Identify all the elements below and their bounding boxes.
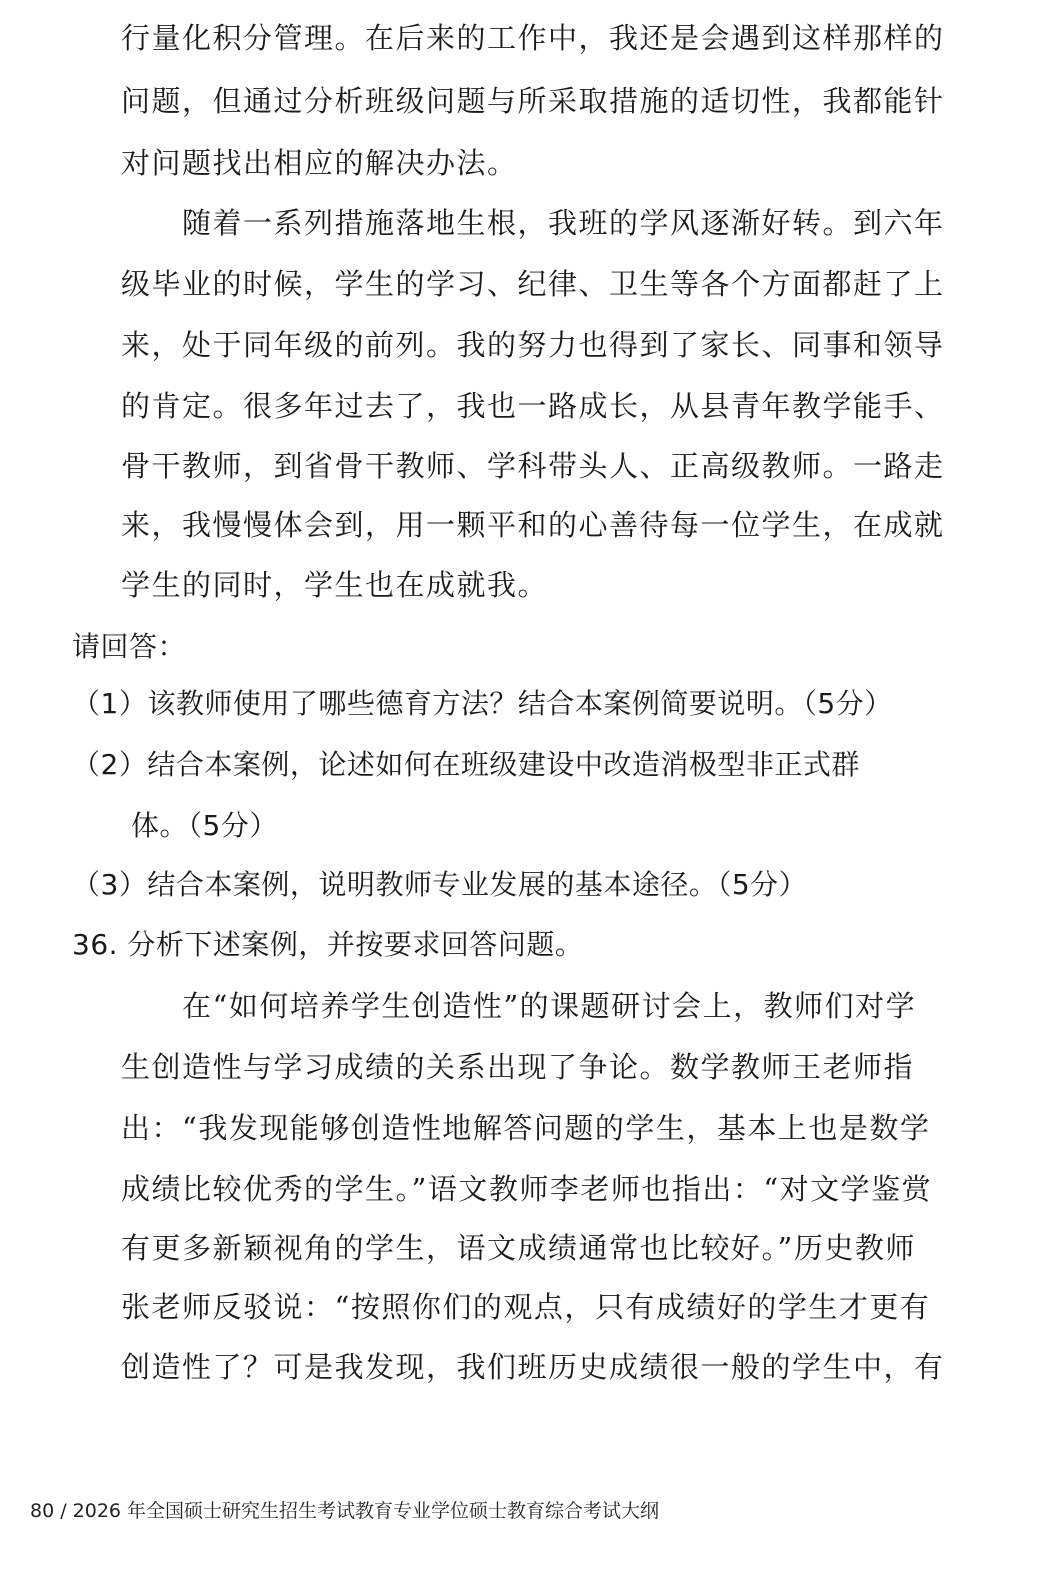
case-b-line-4: 成绩比较优秀的学生。”语文教师李老师也指出：“对文学鉴赏: [121, 1172, 933, 1206]
case-a-line-1: 行量化积分管理。在后来的工作中，我还是会遇到这样那样的: [121, 21, 945, 55]
case-b-line-6: 张老师反驳说：“按照你们的观点，只有成绩好的学生才更有: [121, 1290, 931, 1324]
case-b-line-5: 有更多新颖视角的学生，语文成绩通常也比较好。”历史教师: [121, 1231, 916, 1265]
case-a-line-4: 随着一系列措施落地生根，我班的学风逐渐好转。到六年: [121, 206, 945, 240]
case-a-line-7: 的肯定。很多年过去了，我也一路成长，从县青年教学能手、: [121, 389, 945, 423]
question-2-line-2: 体。（5分）: [131, 809, 278, 842]
case-a-line-2: 问题，但通过分析班级问题与所采取措施的适切性，我都能针: [121, 84, 945, 118]
case-a-line-10: 学生的同时，学生也在成就我。: [121, 568, 549, 602]
case-b-line-1: 在“如何培养学生创造性”的课题研讨会上，教师们对学: [121, 989, 917, 1023]
case-a-line-3: 对问题找出相应的解决办法。: [121, 146, 518, 180]
question-3: （3）结合本案例，说明教师专业发展的基本途径。（5分）: [72, 868, 808, 901]
case-b-line-2: 生创造性与学习成绩的关系出现了争论。数学教师王老师指: [121, 1050, 915, 1084]
case-a-line-6: 来，处于同年级的前列。我的努力也得到了家长、同事和领导: [121, 328, 945, 362]
question-2-line-1: （2）结合本案例，论述如何在班级建设中改造消极型非正式群: [72, 748, 860, 781]
case-b-line-7: 创造性了？可是我发现，我们班历史成绩很一般的学生中，有: [121, 1350, 945, 1384]
case-a-line-9: 来，我慢慢体会到，用一颗平和的心善待每一位学生，在成就: [121, 508, 945, 542]
case-a-line-5: 级毕业的时候，学生的学习、纪律、卫生等各个方面都赶了上: [121, 267, 945, 301]
page-footer: 80 / 2026 年全国硕士研究生招生考试教育专业学位硕士教育综合考试大纲: [30, 1500, 660, 1522]
answer-prompt: 请回答：: [72, 630, 187, 663]
case-a-line-8: 骨干教师，到省骨干教师、学科带头人、正高级教师。一路走: [121, 449, 945, 483]
question-36-heading: 36. 分析下述案例，并按要求回答问题。: [72, 928, 584, 961]
question-1: （1）该教师使用了哪些德育方法？结合本案例简要说明。（5分）: [72, 687, 893, 720]
case-b-line-3: 出：“我发现能够创造性地解答问题的学生，基本上也是数学: [121, 1111, 931, 1145]
